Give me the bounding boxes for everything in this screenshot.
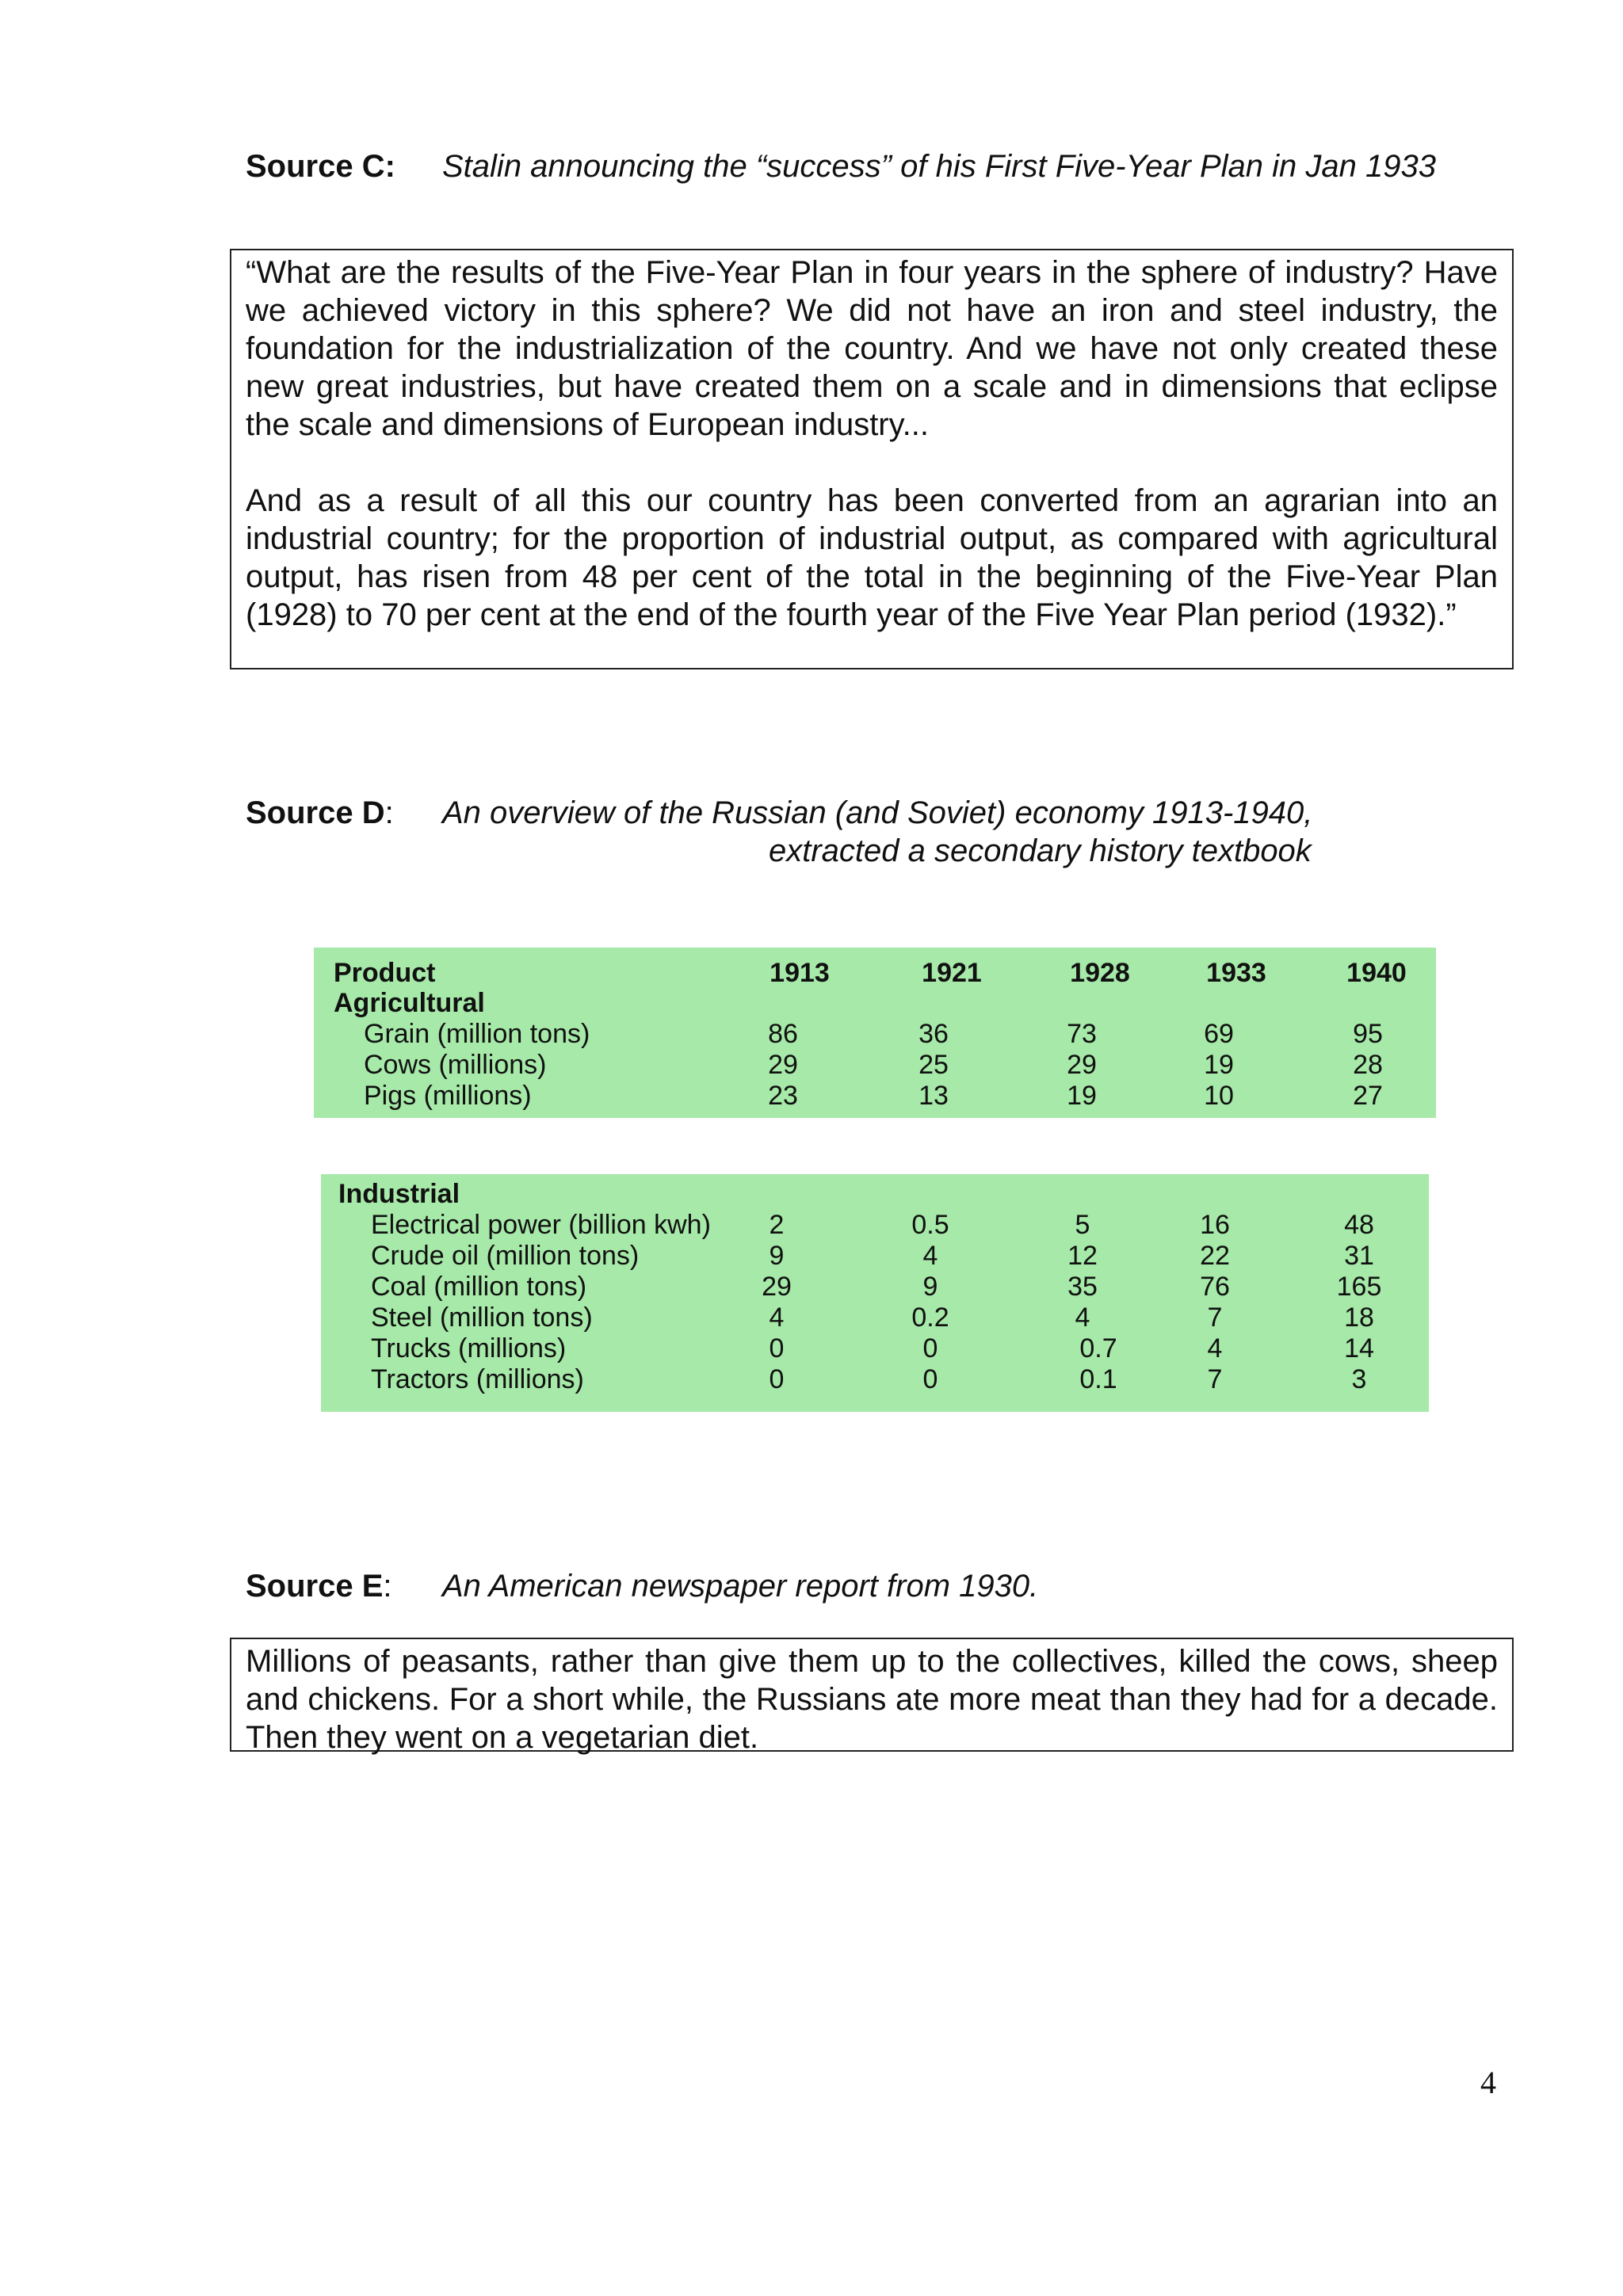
source-e-quote-box — [230, 1638, 1514, 1755]
cell-value: 0 — [769, 1333, 785, 1363]
cell-value: 12 — [1067, 1241, 1098, 1271]
cell-value: 23 — [768, 1081, 798, 1111]
cell-value: 4 — [1075, 1302, 1090, 1333]
source-e-heading — [246, 1567, 1039, 1605]
industrial-table — [321, 1174, 1429, 1412]
cell-value: 73 — [1067, 1019, 1097, 1049]
cell-value: 95 — [1353, 1019, 1383, 1049]
cell-value: 0 — [922, 1333, 938, 1363]
row-label: Pigs (millions) — [364, 1081, 532, 1111]
row-label: Tractors (millions) — [371, 1364, 584, 1394]
table-row — [314, 1050, 1436, 1081]
table-header-row — [314, 958, 1436, 989]
page-number: 4 — [1480, 2065, 1496, 2100]
cell-value: 16 — [1200, 1210, 1230, 1240]
source-c-heading — [246, 147, 1436, 185]
table-row — [321, 1241, 1429, 1272]
section-title-row — [321, 1179, 1429, 1210]
cell-value: 35 — [1067, 1272, 1098, 1302]
cell-value: 9 — [769, 1241, 785, 1271]
source-d-label: Source D — [246, 795, 385, 830]
cell-value: 0.1 — [1079, 1364, 1117, 1394]
cell-value: 165 — [1336, 1272, 1382, 1302]
table-row — [321, 1272, 1429, 1302]
cell-value: 29 — [762, 1272, 792, 1302]
table-row — [321, 1333, 1429, 1364]
cell-value: 29 — [768, 1050, 798, 1080]
cell-value: 7 — [1207, 1302, 1223, 1333]
row-label: Steel (million tons) — [371, 1302, 593, 1333]
year-header: 1921 — [922, 958, 982, 988]
table-row — [314, 1019, 1436, 1050]
source-e-description: An American newspaper report from 1930. — [442, 1569, 1039, 1604]
section-title-row — [314, 988, 1436, 1019]
cell-value: 14 — [1344, 1333, 1374, 1363]
source-c-paragraph-1: “What are the results of the Five-Year Plan in four years in the sphere of industry? Have we achieved victory in this sphere? We did not have an iron and steel industry, the foundation for the industrialization of the country. And we have not only created these new great industries, but have created them on a scale and in dimensions that eclipse the scale and dimensions of European industry... — [246, 255, 1498, 442]
cell-value: 13 — [918, 1081, 949, 1111]
cell-value: 0 — [922, 1364, 938, 1394]
cell-value: 2 — [769, 1210, 785, 1240]
cell-value: 5 — [1075, 1210, 1090, 1240]
industrial-section-title: Industrial — [338, 1179, 460, 1209]
source-c-quote-box — [230, 249, 1514, 669]
cell-value: 22 — [1200, 1241, 1230, 1271]
year-header: 1940 — [1346, 958, 1407, 988]
agricultural-table — [314, 948, 1436, 1118]
cell-value: 3 — [1351, 1364, 1367, 1394]
cell-value: 0.7 — [1079, 1333, 1117, 1363]
cell-value: 4 — [922, 1241, 938, 1271]
cell-value: 36 — [918, 1019, 949, 1049]
source-d-description-line-2: extracted a secondary history textbook — [769, 833, 1312, 868]
cell-value: 19 — [1067, 1081, 1097, 1111]
cell-value: 4 — [1207, 1333, 1223, 1363]
product-header: Product — [334, 958, 436, 988]
table-row — [321, 1302, 1429, 1333]
row-label: Grain (million tons) — [364, 1019, 590, 1049]
cell-value: 28 — [1353, 1050, 1383, 1080]
agricultural-section-title: Agricultural — [334, 988, 485, 1018]
cell-value: 0.5 — [911, 1210, 949, 1240]
row-label: Coal (million tons) — [371, 1272, 587, 1302]
cell-value: 7 — [1207, 1364, 1223, 1394]
source-d-description-line-1: An overview of the Russian (and Soviet) economy 1913-1940, — [442, 795, 1313, 830]
source-c-label: Source C: — [246, 149, 395, 184]
source-d-colon: : — [384, 795, 394, 830]
cell-value: 76 — [1200, 1272, 1230, 1302]
year-header: 1933 — [1206, 958, 1266, 988]
source-e-colon: : — [383, 1569, 392, 1604]
cell-value: 27 — [1353, 1081, 1383, 1111]
row-label: Electrical power (billion kwh) — [371, 1210, 711, 1240]
source-e-label: Source E — [246, 1569, 384, 1604]
year-header: 1913 — [769, 958, 830, 988]
cell-value: 69 — [1204, 1019, 1234, 1049]
cell-value: 0 — [769, 1364, 785, 1394]
cell-value: 4 — [769, 1302, 785, 1333]
source-c-paragraph-2: And as a result of all this our country has been converted from an agrarian into an industrial country; for the proportion of industrial output, as compared with agricultural output, has risen from 48 per cent of the total in the beginning of the Five-Year Plan (1928) to 70 per cent at the end of the fourth year of the Five Year Plan period (1932).” — [246, 483, 1498, 632]
cell-value: 0.2 — [911, 1302, 949, 1333]
cell-value: 19 — [1204, 1050, 1234, 1080]
row-label: Crude oil (million tons) — [371, 1241, 640, 1271]
table-row — [321, 1364, 1429, 1395]
row-label: Trucks (millions) — [371, 1333, 567, 1363]
table-row — [314, 1081, 1436, 1112]
cell-value: 18 — [1344, 1302, 1374, 1333]
cell-value: 86 — [768, 1019, 798, 1049]
cell-value: 48 — [1344, 1210, 1374, 1240]
cell-value: 10 — [1204, 1081, 1234, 1111]
source-d-heading — [246, 794, 1313, 868]
row-label: Cows (millions) — [364, 1050, 547, 1080]
cell-value: 9 — [922, 1272, 938, 1302]
cell-value: 29 — [1067, 1050, 1097, 1080]
source-c-description: Stalin announcing the “success” of his First Five-Year Plan in Jan 1933 — [442, 149, 1436, 184]
source-e-text: Millions of peasants, rather than give them up to the collectives, killed the cows, sheep and chickens. For a short while, the Russians ate more meat than they had for a decade. Then they went on a vegetarian diet. — [246, 1644, 1498, 1755]
year-header: 1928 — [1070, 958, 1130, 988]
table-row — [321, 1210, 1429, 1241]
cell-value: 25 — [918, 1050, 949, 1080]
cell-value: 31 — [1344, 1241, 1374, 1271]
